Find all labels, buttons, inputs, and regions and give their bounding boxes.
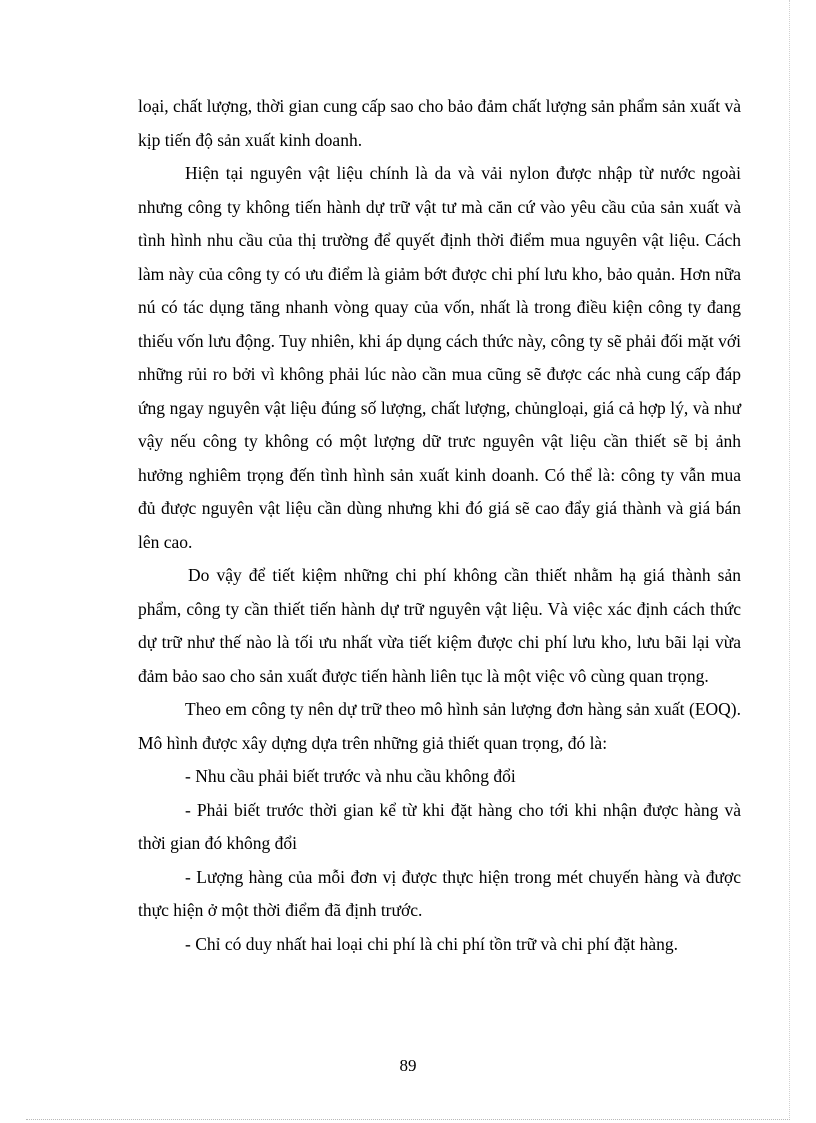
paragraph-eoq-model: Theo em công ty nên dự trữ theo mô hình sản lượng đơn hàng sản xuất (EOQ). Mô hình được xây dựng dựa trên những giả thiết quan trọng, đó là: — [138, 699, 741, 753]
list-item-assumption-3: - Lượng hàng của mỗi đơn vị được thực hiện trong mét chuyến hàng và được thực hiện ở một thời điểm đã định trước. — [138, 866, 741, 920]
margin-rule — [789, 0, 790, 1120]
list-item-assumption-2: - Phải biết trước thời gian kể từ khi đặt hàng cho tới khi nhận được hàng và thời gian đó không đổi — [138, 799, 741, 853]
list-item-assumption-1: - Nhu cầu phải biết trước và nhu cầu không đổi — [185, 766, 516, 786]
body-text — [138, 90, 741, 961]
paragraph-current-practice: Hiện tại nguyên vật liệu chính là da và vải nylon được nhập từ nước ngoài nhưng công ty không tiến hành dự trữ vật tư mà căn cứ vào yêu cầu của sản xuất và tình hình nhu cầu của thị trường để quyết định thời điểm mua nguyên vật liệu. Cách làm này của công ty có ưu điểm là giảm bớt được chi phí lưu kho, bảo quản. Hơn nữa nú có tác dụng tăng nhanh vòng quay của vốn, nhất là trong điều kiện công ty đang thiếu vốn lưu động. Tuy nhiên, khi áp dụng cách thức này, công ty sẽ phải đối mặt với những rủi ro bởi vì không phải lúc nào cần mua cũng sẽ được các nhà cung cấp đáp ứng ngay nguyên vật liệu đúng số lượng, chất lượng, chủngloại, giá cả hợp lý, và như vậy nếu công ty không có một lượng dữ trưc nguyên vật liệu cần thiết sẽ bị ảnh hưởng nghiêm trọng đến tình hình sản xuất kinh doanh. Có thể là: công ty vẫn mua đủ được nguyên vật liệu cần dùng nhưng khi đó giá sẽ cao đẩy giá thành và giá bán lên cao. — [138, 163, 741, 552]
list-item-assumption-4: - Chỉ có duy nhất hai loại chi phí là chi phí tồn trữ và chi phí đặt hàng. — [185, 933, 679, 954]
page-number: 89 — [399, 1056, 417, 1075]
page-bottom-rule — [26, 1119, 790, 1120]
paragraph-continuation: loại, chất lượng, thời gian cung cấp sao cho bảo đảm chất lượng sản phẩm sản xuất và kịp tiến độ sản xuất kinh doanh. — [138, 96, 741, 150]
paragraph-need-for-storage: Do vậy để tiết kiệm những chi phí không cần thiết nhằm hạ giá thành sản phẩm, công ty cần thiết tiến hành dự trữ nguyên vật liệu. Và việc xác định cách thức dự trữ như thế nào là tối ưu nhất vừa tiết kiệm được chi phí lưu kho, lưu bãi lại vừa đảm bảo sao cho sản xuất được tiến hành liên tục là một việc vô cùng quan trọng. — [138, 565, 741, 686]
